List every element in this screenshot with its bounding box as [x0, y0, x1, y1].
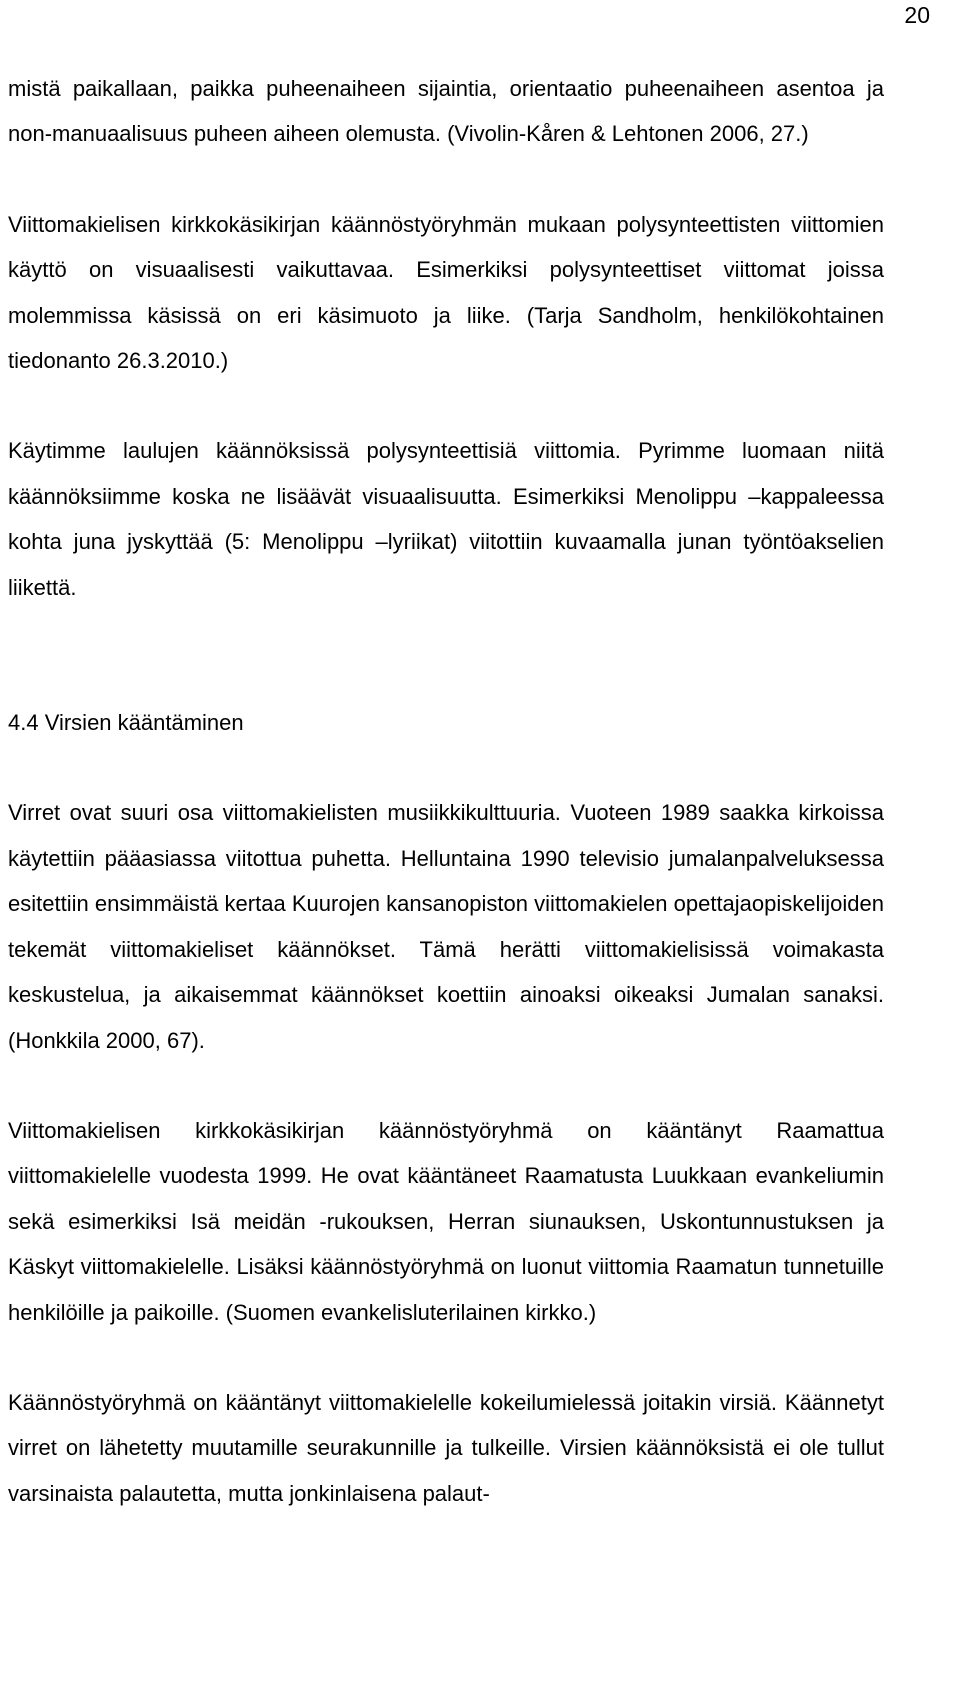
paragraph-1: mistä paikallaan, paikka puheenaiheen sijaintia, orientaatio puheenaiheen asentoa ja non-manuaalisuus puheen aiheen olemusta. (Vivolin-Kåren & Lehtonen 2006, 27.): [8, 76, 884, 147]
paragraph-gap: [8, 157, 884, 202]
paragraph-3: Käytimme laulujen käännöksissä polysynteettisiä viittomia. Pyrimme luomaan niitä käännöksiimme koska ne lisäävät visuaalisuutta. Esimerkiksi Menolippu –kappaleessa kohta juna jyskyttää (5: Menolippu –lyriikat) viitottiin kuvaamalla junan työntöakselien liikettä.: [8, 438, 884, 600]
section-heading: 4.4 Virsien kääntäminen: [8, 710, 244, 736]
paragraph-6: Käännöstyöryhmä on kääntänyt viittomakielelle kokeilumielessä joitakin virsiä. Käännetyt virret on lähetetty muutamille seurakunnille ja tulkeille. Virsien käännöksistä ei ole tullut varsinaista palautetta, mutta jonkinlaisena palaut-: [8, 1389, 884, 1506]
paragraph-gap: [8, 1335, 884, 1380]
page-content: [8, 66, 884, 1516]
page-number: 20: [904, 2, 930, 28]
paragraph-gap: [8, 1063, 884, 1108]
paragraph-gap: [8, 745, 884, 790]
paragraph-5: Viittomakielisen kirkkokäsikirjan käännöstyöryhmä on kääntänyt Raamattua viittomakielelle vuodesta 1999. He ovat kääntäneet Raamatusta Luukkaan evankeliumin sekä esimerkiksi Isä meidän -rukouksen, Herran siunauksen, Uskontunnustuksen ja Käskyt viittomakielelle. Lisäksi käännöstyöryhmä on luonut viittomia Raamatun tunnetuille henkilöille ja paikoille. (Suomen evankelisluterilainen kirkko.): [8, 1117, 884, 1325]
paragraph-gap: [8, 383, 884, 428]
paragraph-4: Virret ovat suuri osa viittomakielisten musiikkikulttuuria. Vuoteen 1989 saakka kirkoissa käytettiin pääasiassa viitottua puhetta. Helluntaina 1990 televisio jumalanpalveluksessa esitettiin ensimmäistä kertaa Kuurojen kansanopiston viittomakielen opettajaopiskelijoiden tekemät viittomakieliset käännökset. Tämä herätti viittomakielisissä voimakasta keskustelua, ja aikaisemmat käännökset koettiin ainoaksi oikeaksi Jumalan sanaksi. (Honkkila 2000, 67).: [8, 800, 884, 1053]
section-gap: [8, 610, 884, 700]
paragraph-2: Viittomakielisen kirkkokäsikirjan käännöstyöryhmän mukaan polysynteettisten viittomien käyttö on visuaalisesti vaikuttavaa. Esimerkiksi polysynteettiset viittomat joissa molemmissa käsissä on eri käsimuoto ja liike. (Tarja Sandholm, henkilökohtainen tiedonanto 26.3.2010.): [8, 211, 884, 374]
